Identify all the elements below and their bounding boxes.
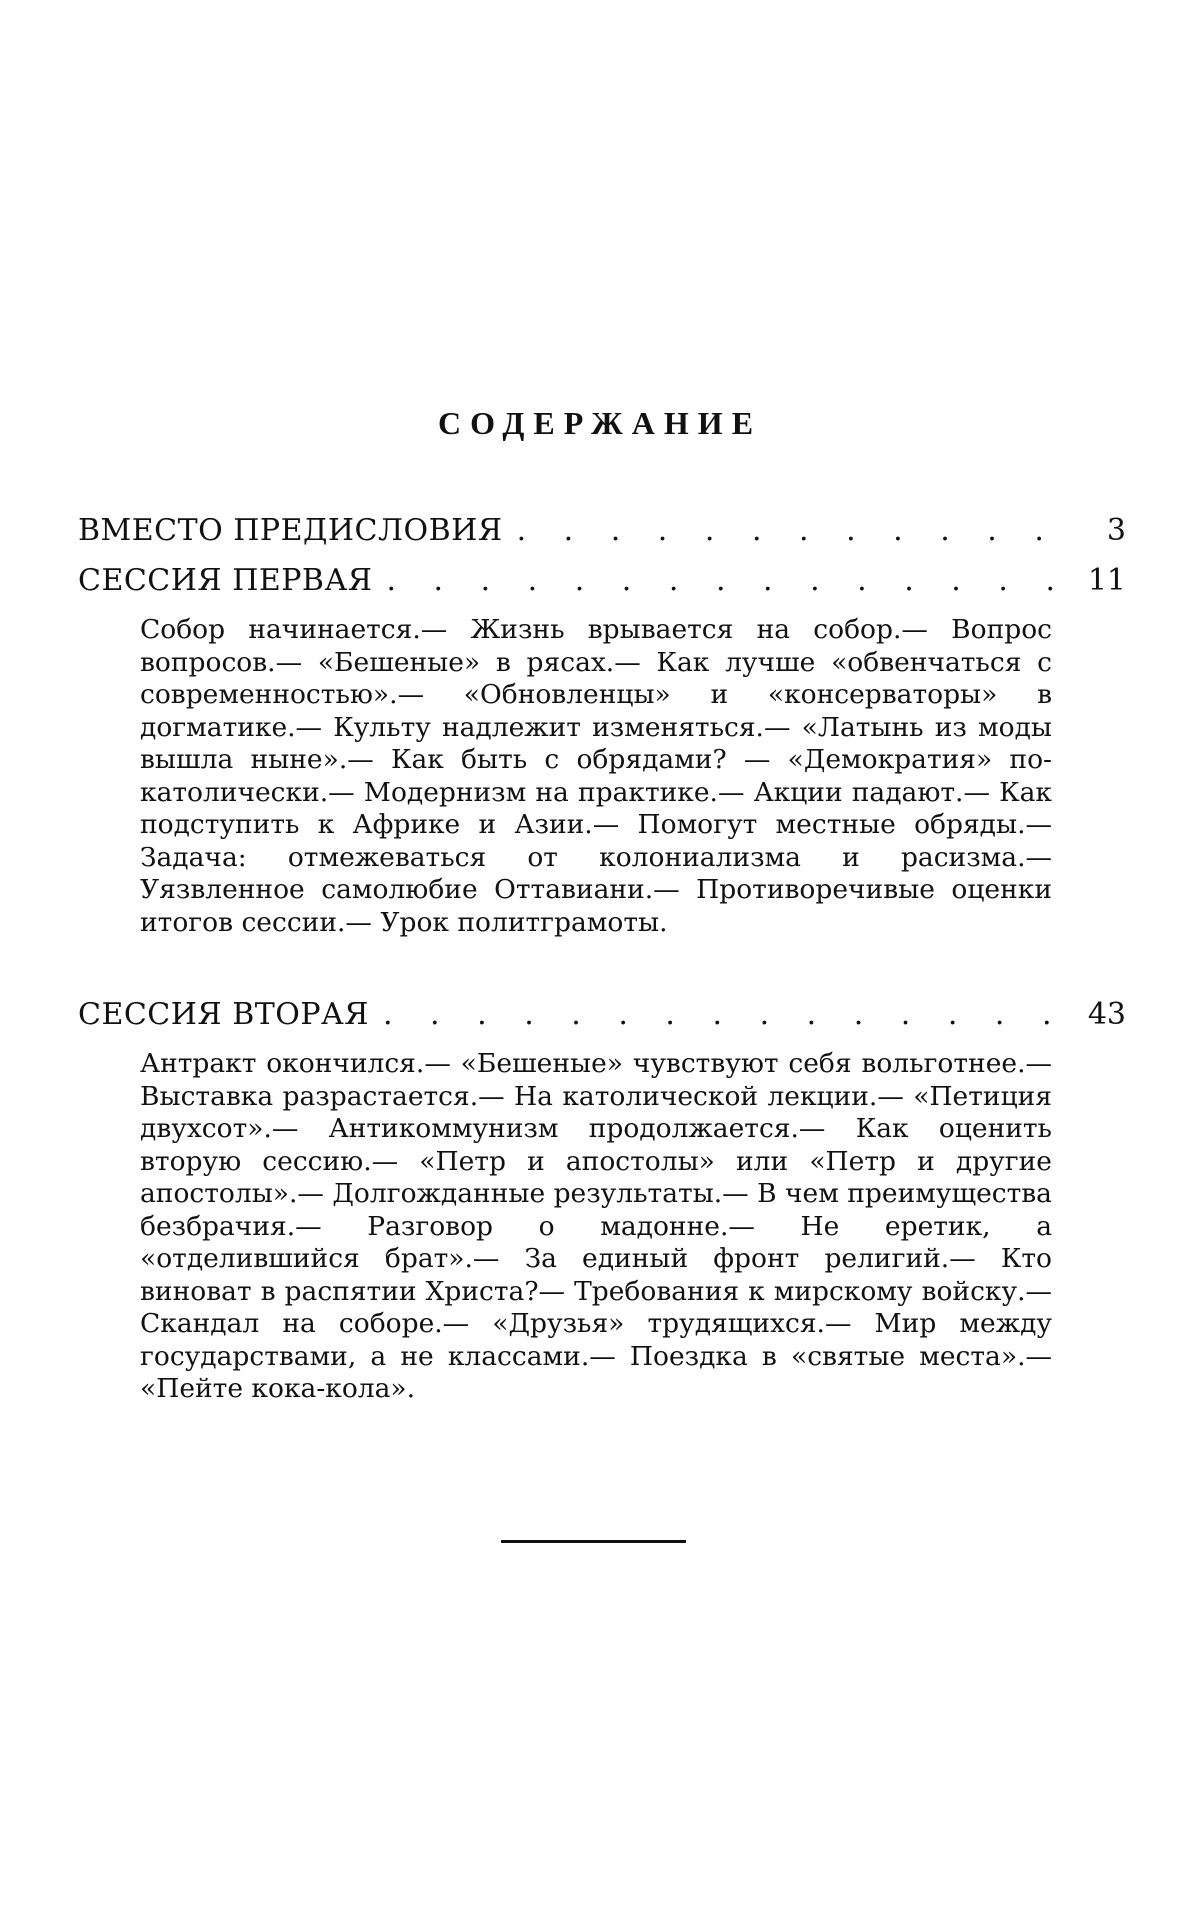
toc-entry-title: СЕССИЯ ПЕРВАЯ xyxy=(78,563,373,598)
page-title: СОДЕРЖАНИЕ xyxy=(437,405,763,441)
toc-entry-title: СЕССИЯ ВТОРАЯ xyxy=(78,997,369,1032)
toc-entry-description: Собор начинается.— Жизнь врывается на собор.— Вопрос вопросов.— «Бешеные» в рясах.— Как лучше «обвенчаться с современностью».— «Обновленцы» и «консерваторы» в догматике.— Культу надлежит изменяться.— «Латынь из моды вышла ныне».— Как быть с обрядами? — «Демократия» по-католически.— Модернизм на практике.— Акции падают.— Как подступить к Африке и Азии.— Помогут местные обряды.— Задача: отмежеваться от колониализма и расизма.— Уязвленное самолюбие Оттавиани.— Противоречивые оценки итогов сессии.— Урок политграмоты. xyxy=(140,614,1052,938)
toc-entry xyxy=(78,558,1126,939)
toc-entry-title: ВМЕСТО ПРЕДИСЛОВИЯ xyxy=(78,513,503,548)
dot-leader xyxy=(517,508,1062,554)
toc-entry xyxy=(78,992,1126,1406)
toc-entry-description: Антракт окончился.— «Бешеные» чувствуют себя вольготнее.— Выставка разрастается.— На католической лекции.— «Петиция двухсот».— Антикоммунизм продолжается.— Как оценить вторую сессию.— «Петр и апостолы» или «Петр и другие апостолы».— Долгожданные результаты.— В чем преимущества безбрачия.— Разговор о мадонне.— Не еретик, а «отделившийся брат».— За единый фронт религий.— Кто виноват в распятии Христа?— Требования к мирскому войску.— Скандал на соборе.— «Друзья» трудящихся.— Мир между государствами, а не классами.— Поездка в «святые места».— «Пейте кока-кола». xyxy=(140,1048,1052,1404)
toc-entry xyxy=(78,508,1126,554)
toc-page-number: 11 xyxy=(1087,563,1126,598)
toc-entry-line xyxy=(78,508,1126,554)
toc-page-number: 43 xyxy=(1087,997,1126,1032)
end-rule-divider xyxy=(501,1540,686,1543)
toc-page-number: 3 xyxy=(1106,513,1126,548)
dot-leader xyxy=(386,558,1062,604)
toc-entry-line xyxy=(78,558,1126,604)
dot-leader xyxy=(383,992,1062,1038)
toc-entry-line xyxy=(78,992,1126,1038)
